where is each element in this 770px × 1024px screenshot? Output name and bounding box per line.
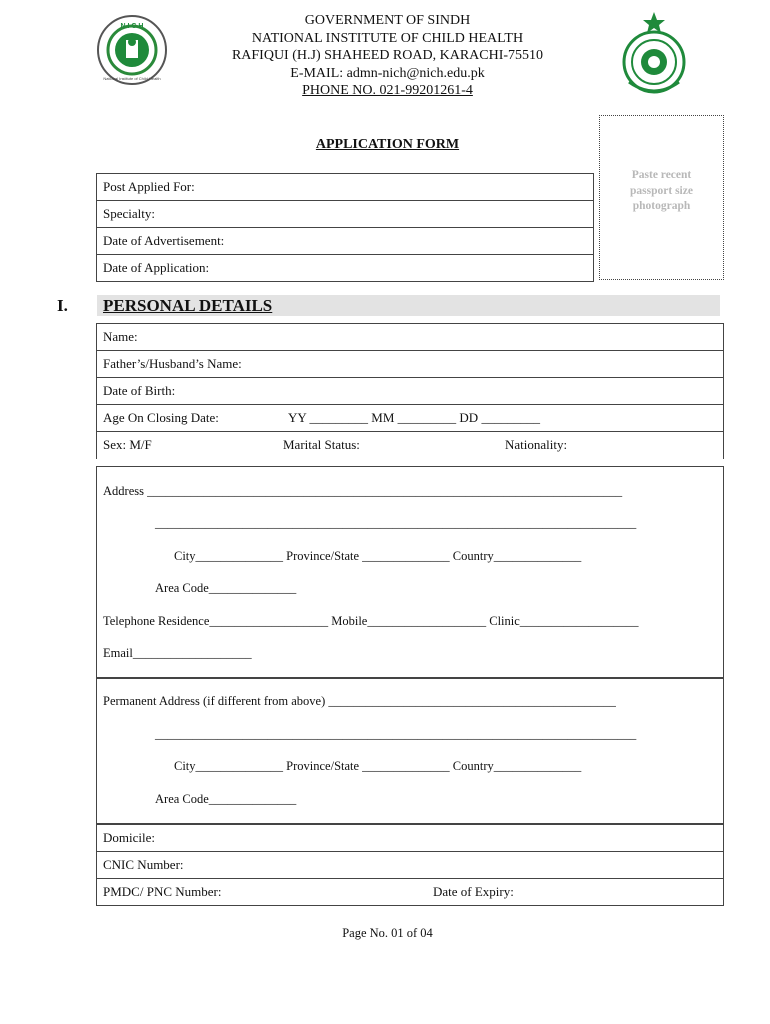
section-number: I. — [57, 296, 68, 315]
pmdc-field: PMDC/ PNC Number: — [103, 884, 222, 899]
header-address: RAFIQUI (H.J) SHAHEED ROAD, KARACHI-75510 — [231, 48, 544, 63]
personal-details-table — [96, 323, 724, 459]
sex-field: Sex: M/F — [103, 437, 152, 453]
address-line-2[interactable]: _____________________________________________________________________________ — [155, 516, 637, 530]
photo-placeholder[interactable] — [599, 115, 724, 280]
nationality-field: Nationality: — [505, 437, 568, 453]
header-institute: NATIONAL INSTITUTE OF CHILD HEALTH — [251, 30, 524, 46]
post-details-table — [96, 173, 594, 282]
address-city-line[interactable]: City______________ Province/State ______________ Country______________ — [174, 549, 582, 563]
identity-table — [96, 824, 724, 906]
photo-text-3: photograph — [632, 200, 691, 212]
father-name-field[interactable]: Father’s/Husband’s Name: — [97, 351, 724, 378]
application-date-field[interactable]: Date of Application: — [97, 255, 594, 282]
name-field[interactable]: Name: — [97, 324, 724, 351]
logo-ring-text: National Institute of Child Health — [103, 76, 161, 81]
marital-status-field: Marital Status: — [283, 437, 360, 453]
specialty-field[interactable]: Specialty: — [97, 201, 594, 228]
age-inputs: YY _________ MM _________ DD _________ — [288, 410, 540, 425]
permanent-city-line[interactable]: City______________ Province/State ______________ Country______________ — [174, 759, 582, 773]
age-label: Age On Closing Date: — [103, 410, 219, 425]
divider — [96, 678, 724, 679]
nich-logo — [96, 12, 168, 88]
photo-text-2: passport size — [630, 184, 693, 197]
letterhead — [180, 12, 595, 100]
logo-letters: N I C H — [120, 23, 144, 30]
address-area-code[interactable]: Area Code______________ — [155, 581, 297, 595]
header-phone: PHONE NO. 021-99201261-4 — [302, 83, 473, 98]
permanent-address-block — [96, 678, 724, 824]
permanent-address-line-2[interactable]: _____________________________________________________________________________ — [155, 727, 637, 741]
header-email: E-MAIL: admn-nich@nich.edu.pk — [290, 65, 485, 81]
sex-marital-nationality-row[interactable] — [97, 432, 724, 459]
email-line[interactable]: Email___________________ — [103, 646, 252, 660]
permanent-area-code[interactable]: Area Code______________ — [155, 792, 297, 806]
page-number: Page No. 01 of 04 — [342, 926, 433, 940]
advertisement-date-field[interactable]: Date of Advertisement: — [97, 228, 594, 255]
section-title: PERSONAL DETAILS — [103, 296, 273, 315]
pmdc-row[interactable] — [97, 879, 724, 906]
form-title: APPLICATION FORM — [315, 137, 460, 152]
post-applied-field[interactable]: Post Applied For: — [97, 174, 594, 201]
address-block — [96, 466, 724, 678]
age-field[interactable] — [97, 405, 724, 432]
dob-field[interactable]: Date of Birth: — [97, 378, 724, 405]
photo-text-1: Paste recent — [631, 169, 692, 181]
telephone-line[interactable]: Telephone Residence___________________ Mobile___________________ Clinic___________________ — [103, 614, 639, 628]
sindh-government-emblem — [619, 10, 689, 96]
permanent-address-line-1[interactable]: Permanent Address (if different from above) ______________________________________________ — [103, 694, 616, 708]
cnic-field[interactable]: CNIC Number: — [97, 852, 724, 879]
expiry-field: Date of Expiry: — [433, 884, 514, 899]
address-line-1[interactable]: Address ____________________________________________________________________________ — [103, 484, 623, 498]
domicile-field[interactable]: Domicile: — [97, 825, 724, 852]
header-government: GOVERNMENT OF SINDH — [304, 13, 471, 28]
